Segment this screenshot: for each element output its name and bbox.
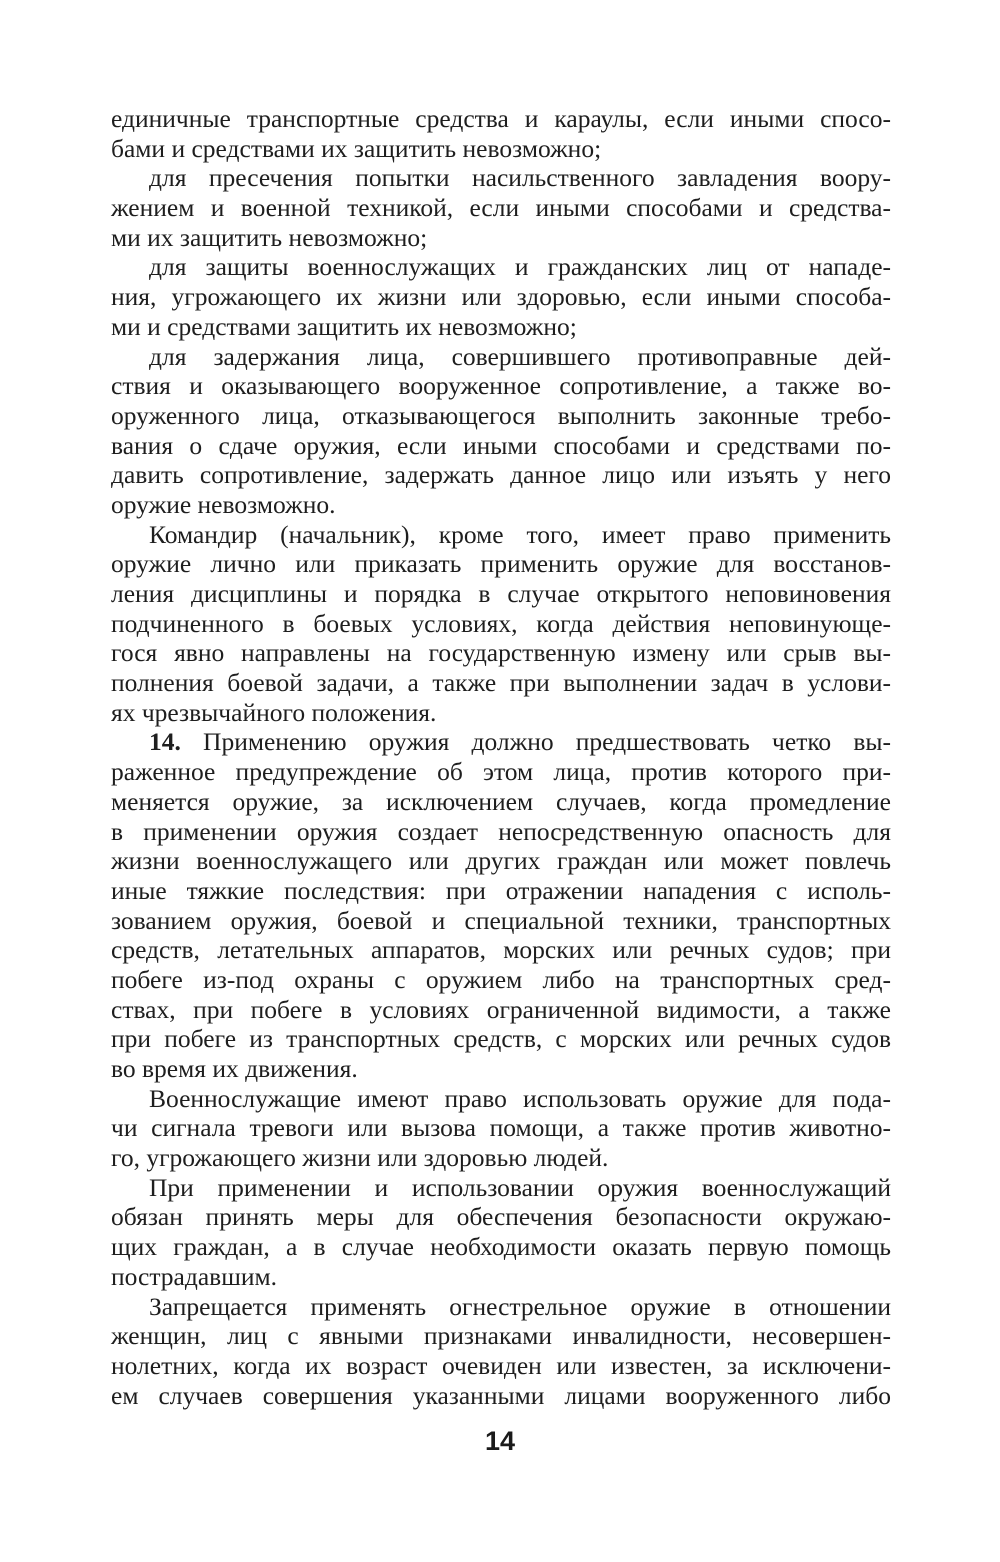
page-number: 14 xyxy=(484,1426,516,1456)
text-line: При применении и использовании оружия военнослужащий xyxy=(149,1172,891,1202)
text-line: ях чрезвычайного положения. xyxy=(111,697,437,727)
text-line: ми их защитить невозможно; xyxy=(111,222,428,252)
text-line xyxy=(111,727,891,757)
paragraph xyxy=(111,1173,891,1292)
text-line: щих граждан, а в случае необходимости оказать первую помощь xyxy=(111,1232,891,1262)
text-line: Военнослужащие имеют право использовать оружие для пода- xyxy=(149,1083,891,1113)
text-line: ствах, при побеге в условиях ограниченной видимости, а также xyxy=(111,994,891,1024)
line-text: Применению оружия должно предшествовать четко вы- xyxy=(180,727,891,757)
text-line: иные тяжкие последствия: при отражении нападения с исполь- xyxy=(111,875,891,905)
text-line: подчиненного в боевых условиях, когда действия неповинующе- xyxy=(111,608,891,638)
text-line: Запрещается применять огнестрельное оружие в отношении xyxy=(149,1291,891,1321)
text-line: средств, летательных аппаратов, морских или речных судов; при xyxy=(111,935,891,965)
paragraph xyxy=(111,520,891,728)
text-line: обязан принять меры для обеспечения безопасности окружаю- xyxy=(111,1202,891,1232)
text-line: меняется оружие, за исключением случаев, когда промедление xyxy=(111,786,891,816)
text-line: го, угрожающего жизни или здоровью людей. xyxy=(111,1143,609,1173)
text-line: полнения боевой задачи, а также при выполнении задач в услови- xyxy=(111,668,891,698)
text-line: при побеге из транспортных средств, с морских или речных судов xyxy=(111,1024,891,1054)
text-line: раженное предупреждение об этом лица, против которого при- xyxy=(111,757,891,787)
body-text xyxy=(111,104,891,1410)
text-line: чи сигнала тревоги или вызова помощи, а также против животно- xyxy=(111,1113,891,1143)
text-line: оружие лично или приказать применить оружие для восстанов- xyxy=(111,549,891,579)
text-line: ми и средствами защитить их невозможно; xyxy=(111,311,577,341)
paragraph xyxy=(111,342,891,520)
section-number: 14. xyxy=(149,727,181,757)
text-line: женщин, лиц с явными признаками инвалидности, несовершен- xyxy=(111,1321,891,1351)
text-line: бами и средствами их защитить невозможно; xyxy=(111,133,602,163)
text-line: в применении оружия создает непосредственную опасность для xyxy=(111,816,891,846)
text-line: оруженного лица, отказывающегося выполнить законные требо- xyxy=(111,400,891,430)
paragraph xyxy=(111,727,891,1083)
text-line: ем случаев совершения указанными лицами вооруженного либо xyxy=(111,1380,891,1410)
text-line: вания о сдаче оружия, если иными способами и средствами по- xyxy=(111,430,891,460)
text-line: для защиты военнослужащих и гражданских лиц от нападе- xyxy=(149,252,891,282)
text-line: жизни военнослужащего или других граждан или может повлечь xyxy=(111,846,891,876)
text-line: оружие невозможно. xyxy=(111,489,336,519)
text-line: ния, угрожающего их жизни или здоровью, если иными способа- xyxy=(111,282,891,312)
text-line: единичные транспортные средства и караулы, если иными спосо- xyxy=(111,104,891,133)
text-line: побеге из-под охраны с оружием либо на транспортных сред- xyxy=(111,964,891,994)
text-line: ления дисциплины и порядка в случае открытого неповиновения xyxy=(111,579,891,608)
paragraph xyxy=(111,252,891,341)
text-line: пострадавшим. xyxy=(111,1261,277,1291)
paragraph xyxy=(111,1292,891,1411)
text-line: для пресечения попытки насильственного завладения воору- xyxy=(149,163,891,193)
text-line: для задержания лица, совершившего противоправные дей- xyxy=(149,341,891,371)
text-line: во время их движения. xyxy=(111,1054,358,1083)
text-line: зованием оружия, боевой и специальной техники, транспортных xyxy=(111,905,891,935)
paragraph xyxy=(111,104,891,163)
paragraph xyxy=(111,1084,891,1173)
text-line: нолетних, когда их возраст очевиден или известен, за исключени- xyxy=(111,1350,891,1380)
text-line: ствия и оказывающего вооруженное сопротивление, а также во- xyxy=(111,371,891,401)
text-line: давить сопротивление, задержать данное лицо или изъять у него xyxy=(111,460,891,490)
paragraph xyxy=(111,163,891,252)
text-line: Командир (начальник), кроме того, имеет право применить xyxy=(149,519,891,549)
text-line: гося явно направлены на государственную измену или срыв вы- xyxy=(111,638,891,668)
text-line: жением и военной техникой, если иными способами и средства- xyxy=(111,193,891,223)
